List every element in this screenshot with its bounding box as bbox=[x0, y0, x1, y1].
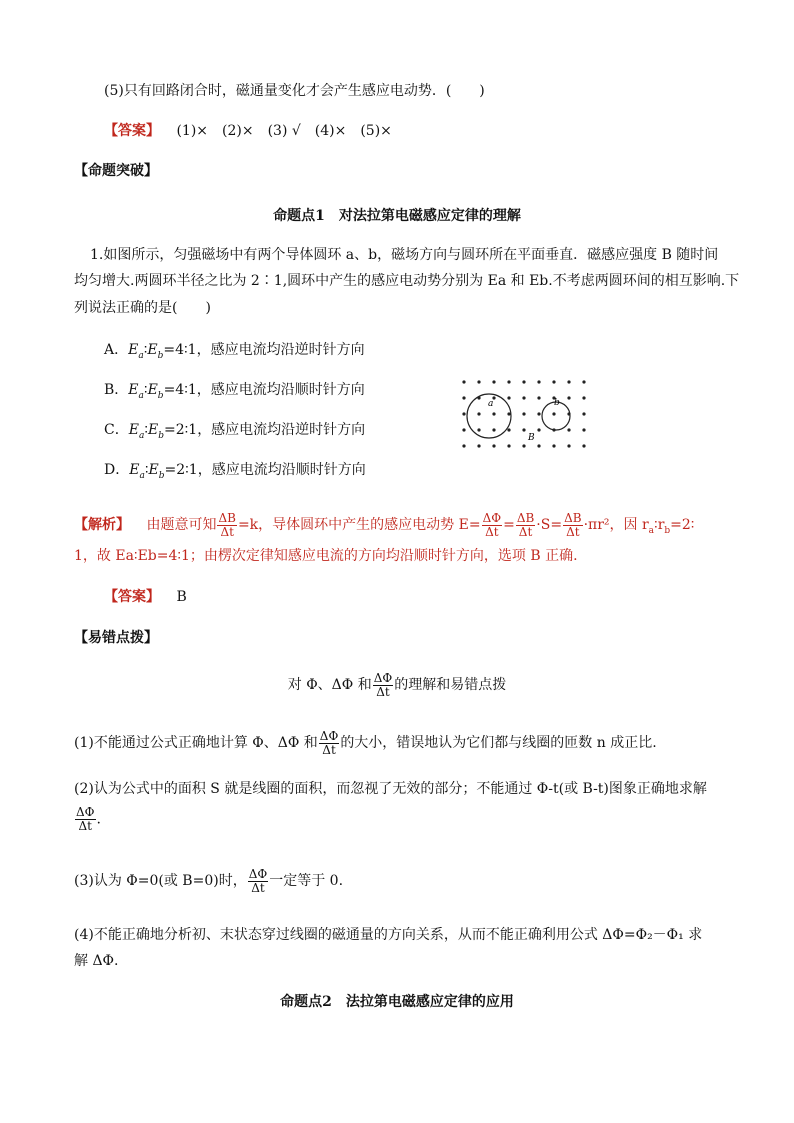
mistake-3: (3)认为 Φ=0(或 B=0)时， $\frac{\Delta\Phi}{\Delta t}$ 一定等于 0. bbox=[74, 866, 344, 895]
mistake-2-line-1: (2)认为公式中的面积 S 就是线圈的面积，而忽视了无效的部分；不能通过 Φ-t(或 B-t)图象正确地求解 bbox=[74, 781, 707, 797]
field-dot bbox=[477, 428, 480, 431]
label-a: a bbox=[488, 399, 494, 409]
field-dot bbox=[567, 396, 570, 399]
analysis-line-2: 1，故 Ea∶Eb=4∶1；由楞次定律知感应电流的方向均沿顺时针方向，选项 B 正确. bbox=[74, 548, 578, 564]
section-breakthrough: 【命题突破】 bbox=[74, 163, 158, 179]
field-dot bbox=[537, 428, 540, 431]
answer-label: 【答案】 bbox=[104, 123, 160, 139]
field-dot bbox=[492, 412, 495, 415]
field-dot bbox=[567, 380, 570, 383]
field-dot bbox=[507, 444, 510, 447]
magnetic-field-figure bbox=[458, 376, 588, 450]
field-dot bbox=[507, 380, 510, 383]
mistake-4-line-1: (4)不能正确地分析初、末状态穿过线圈的磁通量的方向关系，从而不能正确利用公式 ΔΦ=Φ₂－Φ₁ 求 bbox=[74, 927, 703, 943]
field-dot bbox=[582, 412, 585, 415]
field-dot bbox=[582, 444, 585, 447]
field-dot bbox=[477, 412, 480, 415]
field-dot bbox=[582, 380, 585, 383]
field-dot bbox=[462, 412, 465, 415]
field-dot bbox=[537, 396, 540, 399]
field-dot bbox=[492, 428, 495, 431]
answer-text: (1)× (2)× (3) √ (4)× (5)× bbox=[176, 123, 392, 139]
point2-title: 命题点2 法拉第电磁感应定律的应用 bbox=[280, 994, 514, 1010]
field-dot bbox=[522, 380, 525, 383]
field-dot bbox=[537, 412, 540, 415]
answer-block-2 bbox=[104, 586, 187, 606]
field-dot bbox=[507, 396, 510, 399]
label-b: b bbox=[554, 398, 560, 408]
mistakes-title: 对 Φ、ΔΦ 和 $\frac{\Delta\Phi}{\Delta t}$ 的理解和易错点拨 bbox=[287, 670, 507, 699]
option-a[interactable]: A．$E_a∶E_b=4∶1$，感应电流均沿逆时针方向 bbox=[104, 342, 365, 361]
answer-label: 【答案】 bbox=[104, 589, 160, 605]
field-dot bbox=[492, 380, 495, 383]
mistake-1: (1)不能通过公式正确地计算 Φ、ΔΦ 和 $\frac{\Delta\Phi}{\Delta t}$ 的大小，错误地认为它们都与线圈的匝数 n 成正比. bbox=[74, 728, 657, 757]
answer-text: B bbox=[176, 589, 187, 605]
field-dot bbox=[462, 444, 465, 447]
field-dot bbox=[567, 444, 570, 447]
option-d[interactable]: D．$E_a∶E_b=2∶1$，感应电流均沿顺时针方向 bbox=[104, 462, 366, 481]
option-b[interactable]: B．$E_a∶E_b=4∶1$，感应电流均沿顺时针方向 bbox=[104, 382, 365, 401]
problem-line-1: 1.如图所示，匀强磁场中有两个导体圆环 a、b，磁场方向与圆环所在平面垂直．磁感应强度 B 随时间 bbox=[90, 247, 719, 263]
problem-line-3: 列说法正确的是( ) bbox=[74, 300, 211, 316]
section-mistakes: 【易错点拨】 bbox=[74, 630, 158, 646]
field-dot bbox=[507, 412, 510, 415]
mistake-4-line-2: 解 ΔΦ. bbox=[74, 953, 119, 969]
field-dot bbox=[537, 380, 540, 383]
field-dot bbox=[462, 396, 465, 399]
field-dot bbox=[477, 380, 480, 383]
field-dot bbox=[492, 444, 495, 447]
field-dot bbox=[582, 396, 585, 399]
point1-title: 命题点1 对法拉第电磁感应定律的理解 bbox=[273, 208, 521, 224]
option-c[interactable]: C．$E_a∶E_b=2∶1$，感应电流均沿逆时针方向 bbox=[104, 422, 366, 441]
answer-block-1 bbox=[104, 120, 392, 140]
field-dot bbox=[582, 428, 585, 431]
field-dot bbox=[522, 428, 525, 431]
field-dot bbox=[507, 428, 510, 431]
field-dot bbox=[462, 380, 465, 383]
mistake-2-line-2: $\frac{\Delta\Phi}{\Delta t}$ . bbox=[76, 805, 101, 833]
field-dot bbox=[552, 412, 555, 415]
field-dot bbox=[552, 444, 555, 447]
field-dot bbox=[522, 396, 525, 399]
field-dot bbox=[522, 444, 525, 447]
field-dot bbox=[477, 444, 480, 447]
label-B: B bbox=[528, 433, 535, 443]
field-dot bbox=[522, 412, 525, 415]
question-5: (5)只有回路闭合时，磁通量变化才会产生感应电动势．( ) bbox=[104, 83, 485, 99]
field-dot bbox=[537, 444, 540, 447]
problem-line-2: 均匀增大.两圆环半径之比为 2∶1,圆环中产生的感应电动势分别为 Ea 和 Eb.不考虑两圆环间的相互影响.下 bbox=[74, 273, 740, 289]
field-dot bbox=[462, 428, 465, 431]
field-dot bbox=[552, 380, 555, 383]
field-dot bbox=[567, 428, 570, 431]
analysis-line-1: 【解析】 由题意可知 $\frac{\Delta B}{\Delta t}$ =k，导体圆环中产生的感应电动势 E= $\frac{\Delta\Phi}{\Delta t}$ = $\frac{\Delta B}{\Delta t}$ ·S= $\frac{\Delta B}{\Delta t}$ ·πr²，因 $r_a∶r_b=2∶$ bbox=[74, 510, 695, 539]
analysis-label: 【解析】 bbox=[74, 517, 130, 533]
